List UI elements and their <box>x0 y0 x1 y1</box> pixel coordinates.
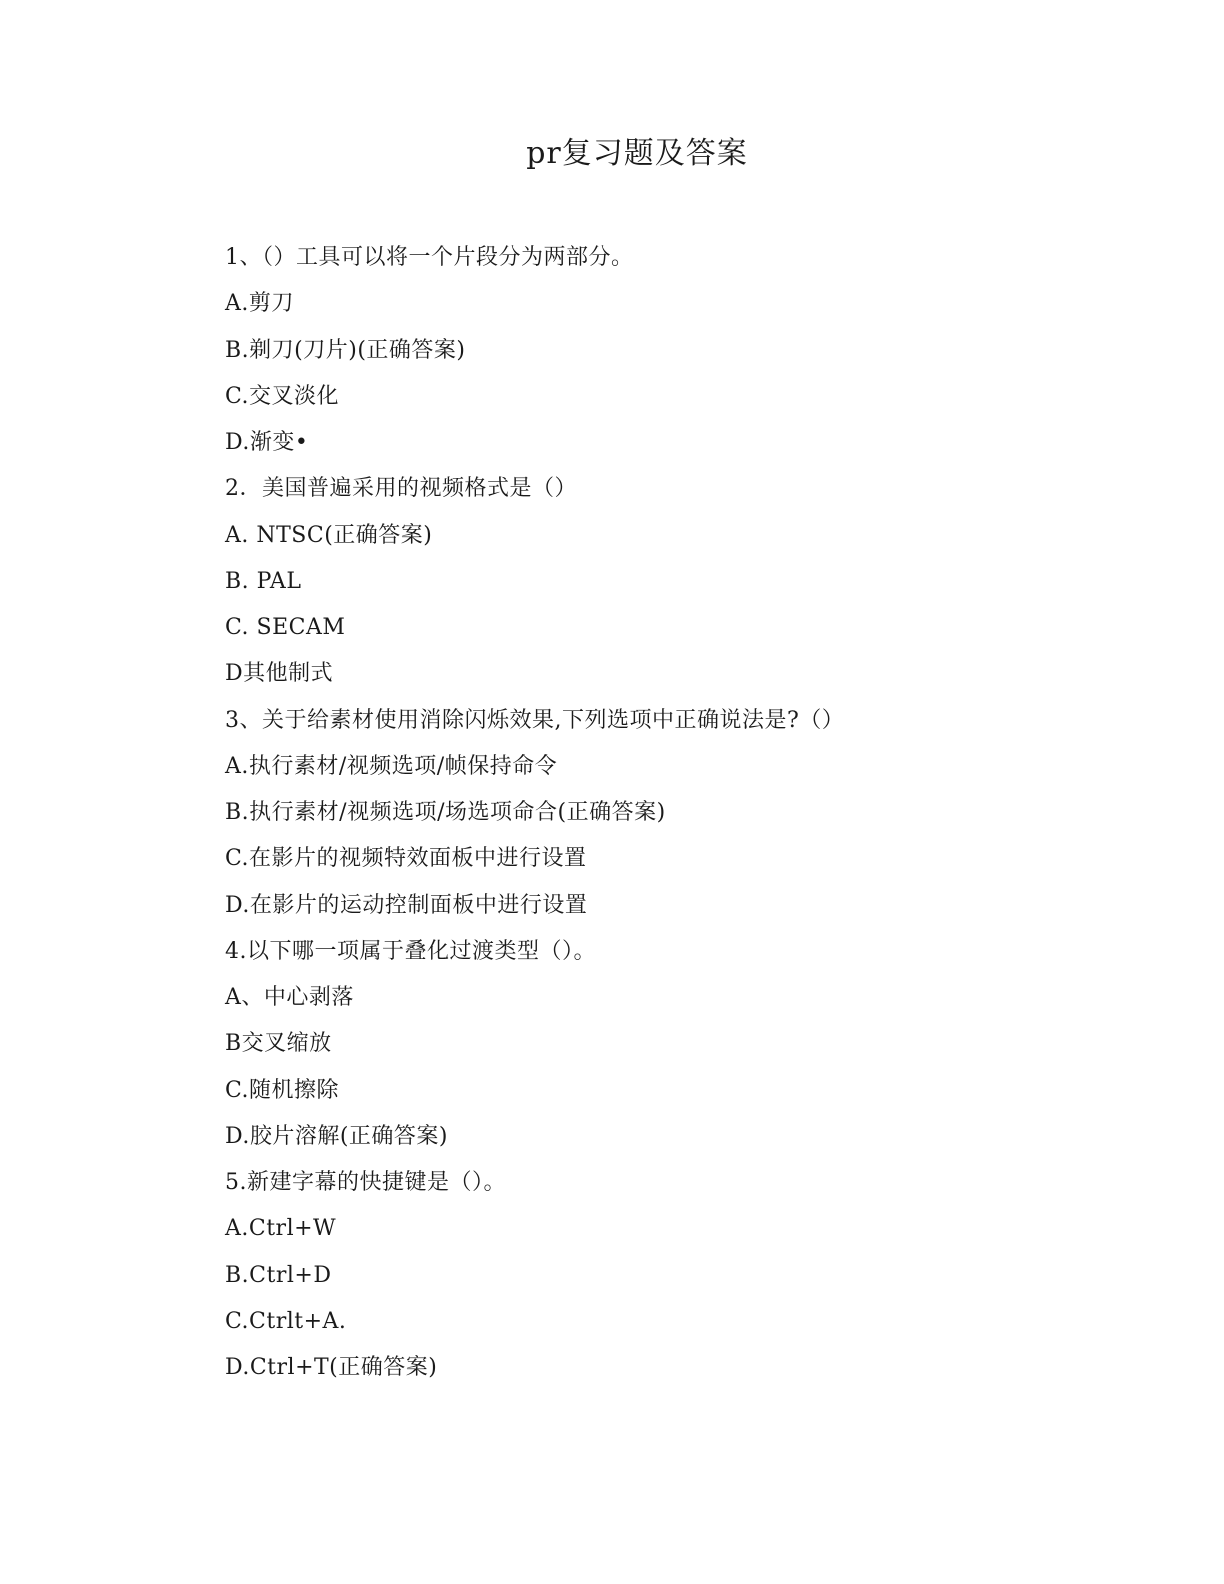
question-4-option-d: D.胶片溶解(正确答案) <box>225 1123 449 1149</box>
question-4-option-a: A、中心剥落 <box>225 985 354 1010</box>
question-1-option-b: B.剃刀(刀片)(正确答案) <box>225 337 466 363</box>
question-1-option-a: A.剪刀 <box>225 291 294 317</box>
question-3-option-b: B.执行素材/视频选项/场选项命合(正确答案) <box>225 800 666 825</box>
question-5-option-c: C.Ctrlt+A. <box>225 1308 347 1334</box>
question-1-option-c: C.交叉淡化 <box>225 383 340 409</box>
question-2-option-a: A. NTSC(正确答案) <box>225 522 433 548</box>
question-5-option-d: D.Ctrl+T(正确答案) <box>225 1355 438 1380</box>
question-1-option-d: D.渐变• <box>225 430 309 455</box>
document-title: pr复习题及答案 <box>526 136 748 171</box>
question-2-option-b: B. PAL <box>225 568 302 594</box>
question-2-option-d: D其他制式 <box>225 661 334 687</box>
question-3-text: 3、关于给素材使用消除闪烁效果,下列选项中正确说法是?（） <box>225 707 845 733</box>
question-list <box>225 238 1125 1394</box>
question-1-text: 1、（）工具可以将一个片段分为两部分。 <box>225 245 634 270</box>
question-2-option-c: C. SECAM <box>225 615 346 640</box>
question-5-text: 5.新建字幕的快捷键是（）。 <box>225 1170 506 1195</box>
question-4-text: 4.以下哪一项属于叠化过渡类型（）。 <box>225 938 596 964</box>
question-3-option-c: C.在影片的视频特效面板中进行设置 <box>225 846 587 872</box>
question-3-option-a: A.执行素材/视频选项/帧保持命令 <box>225 753 558 779</box>
question-4-option-b: B交叉缩放 <box>225 1031 332 1057</box>
question-4-option-c: C.随机擦除 <box>225 1077 340 1103</box>
question-5-option-b: B.Ctrl+D <box>225 1262 332 1288</box>
question-3-option-d: D.在影片的运动控制面板中进行设置 <box>225 892 588 918</box>
question-2-text: 2．美国普遍采用的视频格式是（） <box>225 476 577 502</box>
question-5-option-a: A.Ctrl+W <box>225 1216 337 1242</box>
